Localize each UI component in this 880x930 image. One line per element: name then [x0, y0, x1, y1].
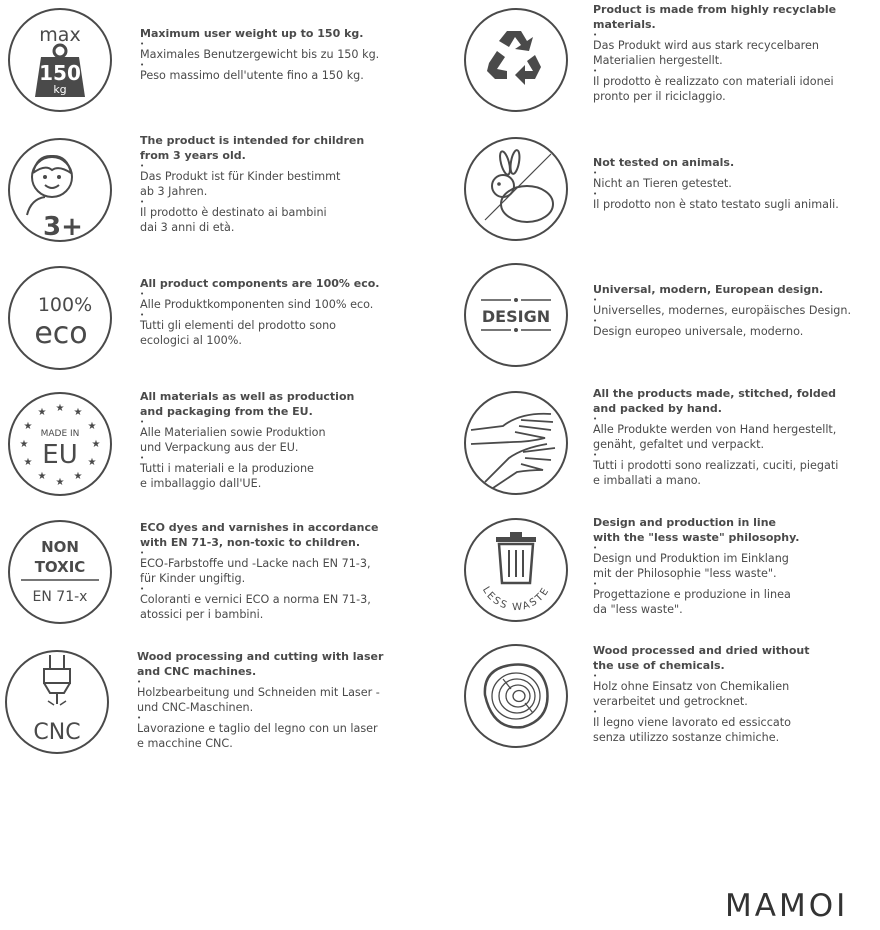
star-icon: ★: [55, 403, 65, 414]
feature-de: Alle Materialien sowie Produktion und Verpackung aus der EU.: [140, 426, 326, 454]
bullet: •: [140, 549, 145, 557]
feature-de: Alle Produktkomponenten sind 100% eco.: [140, 298, 374, 311]
feature-it: Peso massimo dell'utente fino a 150 kg.: [140, 69, 364, 82]
child-face-icon: [7, 137, 113, 243]
star-icon: ★: [23, 457, 33, 468]
bullet: •: [593, 296, 598, 304]
feature-de: ECO-Farbstoffe und -Lacke nach EN 71-3, für Kinder ungiftig.: [140, 557, 371, 585]
star-icon: ★: [37, 471, 47, 482]
feature-title: ECO dyes and varnishes in accordance with EN 71-3, non-toxic to children.: [140, 521, 379, 549]
brand-logo: MAMOI: [725, 888, 849, 924]
bullet: •: [140, 585, 145, 593]
feature-de: Holz ohne Einsatz von Chemikalien verarbeitet und getrocknet.: [593, 680, 790, 708]
feature-title: All the products made, stitched, folded and packed by hand.: [593, 387, 837, 415]
feature-title: Not tested on animals.: [593, 156, 735, 169]
feature-title: Maximum user weight up to 150 kg.: [140, 27, 364, 40]
handmade-icon: [463, 390, 569, 496]
feature-it: Progettazione e produzione in linea da "less waste".: [593, 588, 791, 616]
feature-de: Nicht an Tieren getestet.: [593, 177, 732, 190]
feature-it: Il legno viene lavorato ed essiccato senza utilizzo sostanze chimiche.: [593, 716, 791, 744]
feature-it: Lavorazione e taglio del legno con un laser e macchine CNC.: [137, 722, 378, 750]
badge-less-waste-text: LESS WASTE: [479, 584, 553, 614]
star-icon: ★: [19, 439, 29, 450]
cnc-laser-icon: [4, 649, 110, 755]
badge-eu-text: EU: [42, 440, 78, 470]
feature-title: Wood processed and dried without the use of chemicals.: [593, 644, 810, 672]
recycle-icon: [463, 7, 569, 113]
svg-text:LESS WASTE: [480, 585, 552, 613]
less-waste-icon: [463, 517, 569, 623]
feature-title: The product is intended for children from 3 years old.: [140, 134, 365, 162]
feature-it: Il prodotto non è stato testato sugli animali.: [593, 198, 839, 211]
bullet: •: [593, 169, 598, 177]
star-icon: ★: [87, 421, 97, 432]
max-weight-icon: [7, 7, 113, 113]
star-icon: ★: [87, 457, 97, 468]
bullet: •: [593, 317, 598, 325]
bullet: •: [137, 678, 142, 686]
feature-de: Design und Produktion im Einklang mit der Philosophie "less waste".: [593, 552, 789, 580]
bullet: •: [140, 162, 145, 170]
star-icon: ★: [37, 407, 47, 418]
badge-kg-text: kg: [53, 83, 67, 96]
bullet: •: [593, 190, 598, 198]
badge-made-in-text: MADE IN: [40, 429, 80, 439]
badge-design-text: DESIGN: [481, 307, 551, 326]
feature-de: Maximales Benutzergewicht bis zu 150 kg.: [140, 48, 380, 61]
badge-en71-text: EN 71-x: [32, 589, 88, 605]
badge-cnc-text: CNC: [33, 720, 81, 745]
star-icon: ★: [91, 439, 101, 450]
bullet: •: [593, 415, 598, 423]
bullet: •: [140, 311, 145, 319]
feature-title: All product components are 100% eco.: [140, 277, 380, 290]
star-icon: ★: [55, 477, 65, 488]
feature-de: Universelles, modernes, europäisches Design.: [593, 304, 852, 317]
feature-it: Il prodotto è destinato ai bambini dai 3 anni di età.: [140, 206, 327, 234]
feature-it: Design europeo universale, moderno.: [593, 325, 804, 338]
bullet: •: [593, 672, 598, 680]
star-icon: ★: [73, 407, 83, 418]
feature-title: Product is made from highly recyclable materials.: [593, 3, 837, 31]
feature-de: Das Produkt ist für Kinder bestimmt ab 3 Jahren.: [140, 170, 341, 198]
eco-icon: [7, 265, 113, 371]
bullet: •: [137, 714, 142, 722]
bullet: •: [593, 451, 598, 459]
star-icon: ★: [73, 471, 83, 482]
wood-rings-icon: [463, 643, 569, 749]
badge-toxic-text: TOXIC: [34, 558, 86, 576]
bullet: •: [140, 454, 145, 462]
no-animal-testing-icon: [463, 136, 569, 242]
feature-it: Il prodotto è realizzato con materiali idonei pronto per il riciclaggio.: [593, 75, 834, 103]
badge-150-text: 150: [39, 61, 81, 85]
feature-it: Tutti i prodotti sono realizzati, cuciti, piegati e imballati a mano.: [593, 459, 839, 487]
badge-3plus-text: 3+: [43, 212, 83, 242]
feature-title: Design and production in line with the "less waste" philosophy.: [593, 516, 800, 544]
bullet: •: [593, 31, 598, 39]
feature-de: Holzbearbeitung und Schneiden mit Laser - und CNC-Maschinen.: [137, 686, 380, 714]
feature-title: All materials as well as production and packaging from the EU.: [140, 390, 355, 418]
feature-it: Tutti gli elementi del prodotto sono ecologici al 100%.: [140, 319, 337, 347]
feature-it: Tutti i materiali e la produzione e imballaggio dall'UE.: [140, 462, 314, 490]
star-icon: ★: [23, 421, 33, 432]
design-icon: [463, 262, 569, 368]
bullet: •: [140, 61, 145, 69]
bullet: •: [593, 708, 598, 716]
bullet: •: [593, 67, 598, 75]
feature-title: Wood processing and cutting with laser and CNC machines.: [137, 650, 384, 678]
badge-100-text: 100%: [37, 294, 93, 316]
badge-eco-text: eco: [34, 316, 88, 351]
bullet: •: [140, 40, 145, 48]
feature-de: Das Produkt wird aus stark recycelbaren Materialien hergestellt.: [593, 39, 820, 67]
feature-it: Coloranti e vernici ECO a norma EN 71-3, atossici per i bambini.: [140, 593, 371, 621]
made-in-eu-icon: [7, 391, 113, 497]
badge-max-text: max: [39, 24, 81, 46]
badge-non-text: NON: [41, 538, 79, 556]
bullet: •: [140, 418, 145, 426]
bullet: •: [140, 198, 145, 206]
bullet: •: [593, 580, 598, 588]
bullet: •: [593, 544, 598, 552]
feature-title: Universal, modern, European design.: [593, 283, 824, 296]
bullet: •: [140, 290, 145, 298]
non-toxic-icon: [7, 519, 113, 625]
feature-de: Alle Produkte werden von Hand hergestellt, genäht, gefaltet und verpackt.: [593, 423, 837, 451]
